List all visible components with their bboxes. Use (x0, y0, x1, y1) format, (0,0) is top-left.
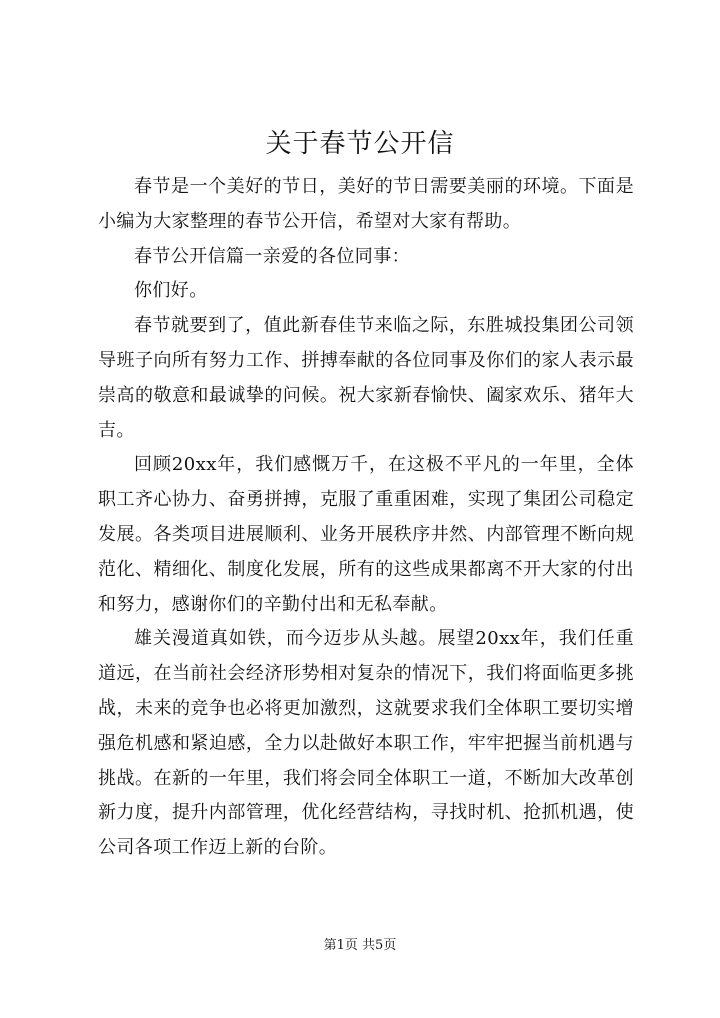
page-title: 关于春节公开信 (265, 129, 455, 159)
paragraph-wishes: 春节就要到了，值此新春佳节来临之际，东胜城投集团公司领导班子向所有努力工作、拼搏奉献的各位同事及你们的家人表示最崇高的敬意和最诚挚的问候。祝大家新春愉快、阖家欢乐、猪年大吉。 (98, 315, 634, 441)
paragraph-outlook: 雄关漫道真如铁，而今迈步从头越。展望20xx年，我们任重道远，在当前社会经济形势相对复杂的情况下，我们将面临更多挑战，未来的竞争也必将更加激烈，这就要求我们全体职工要切实增强危机感和紧迫感，全力以赴做好本职工作，牢牢把握当前机遇与挑战。在新的一年里，我们将会同全体职工一道，不断加大改革创新力度，提升内部管理，优化经营结构，寻找时机、抢抓机遇，使公司各项工作迈上新的台阶。 (98, 628, 634, 859)
paragraph-review: 回顾20xx年，我们感慨万千，在这极不平凡的一年里，全体职工齐心协力、奋勇拼搏，克服了重重困难，实现了集团公司稳定发展。各类项目进展顺利、业务开展秩序井然、内部管理不断向规范化、精细化、制度化发展，所有的这些成果都离不开大家的付出和努力，感谢你们的辛勤付出和无私奉献。 (98, 454, 634, 615)
document-body (98, 170, 634, 866)
paragraph-intro: 春节是一个美好的节日，美好的节日需要美丽的环境。下面是小编为大家整理的春节公开信，希望对大家有帮助。 (98, 176, 634, 232)
paragraph-salutation: 春节公开信篇一亲爱的各位同事： (134, 245, 410, 267)
paragraph-greeting: 你们好。 (134, 280, 208, 302)
page-number-footer: 第1页 共5页 (323, 938, 397, 953)
